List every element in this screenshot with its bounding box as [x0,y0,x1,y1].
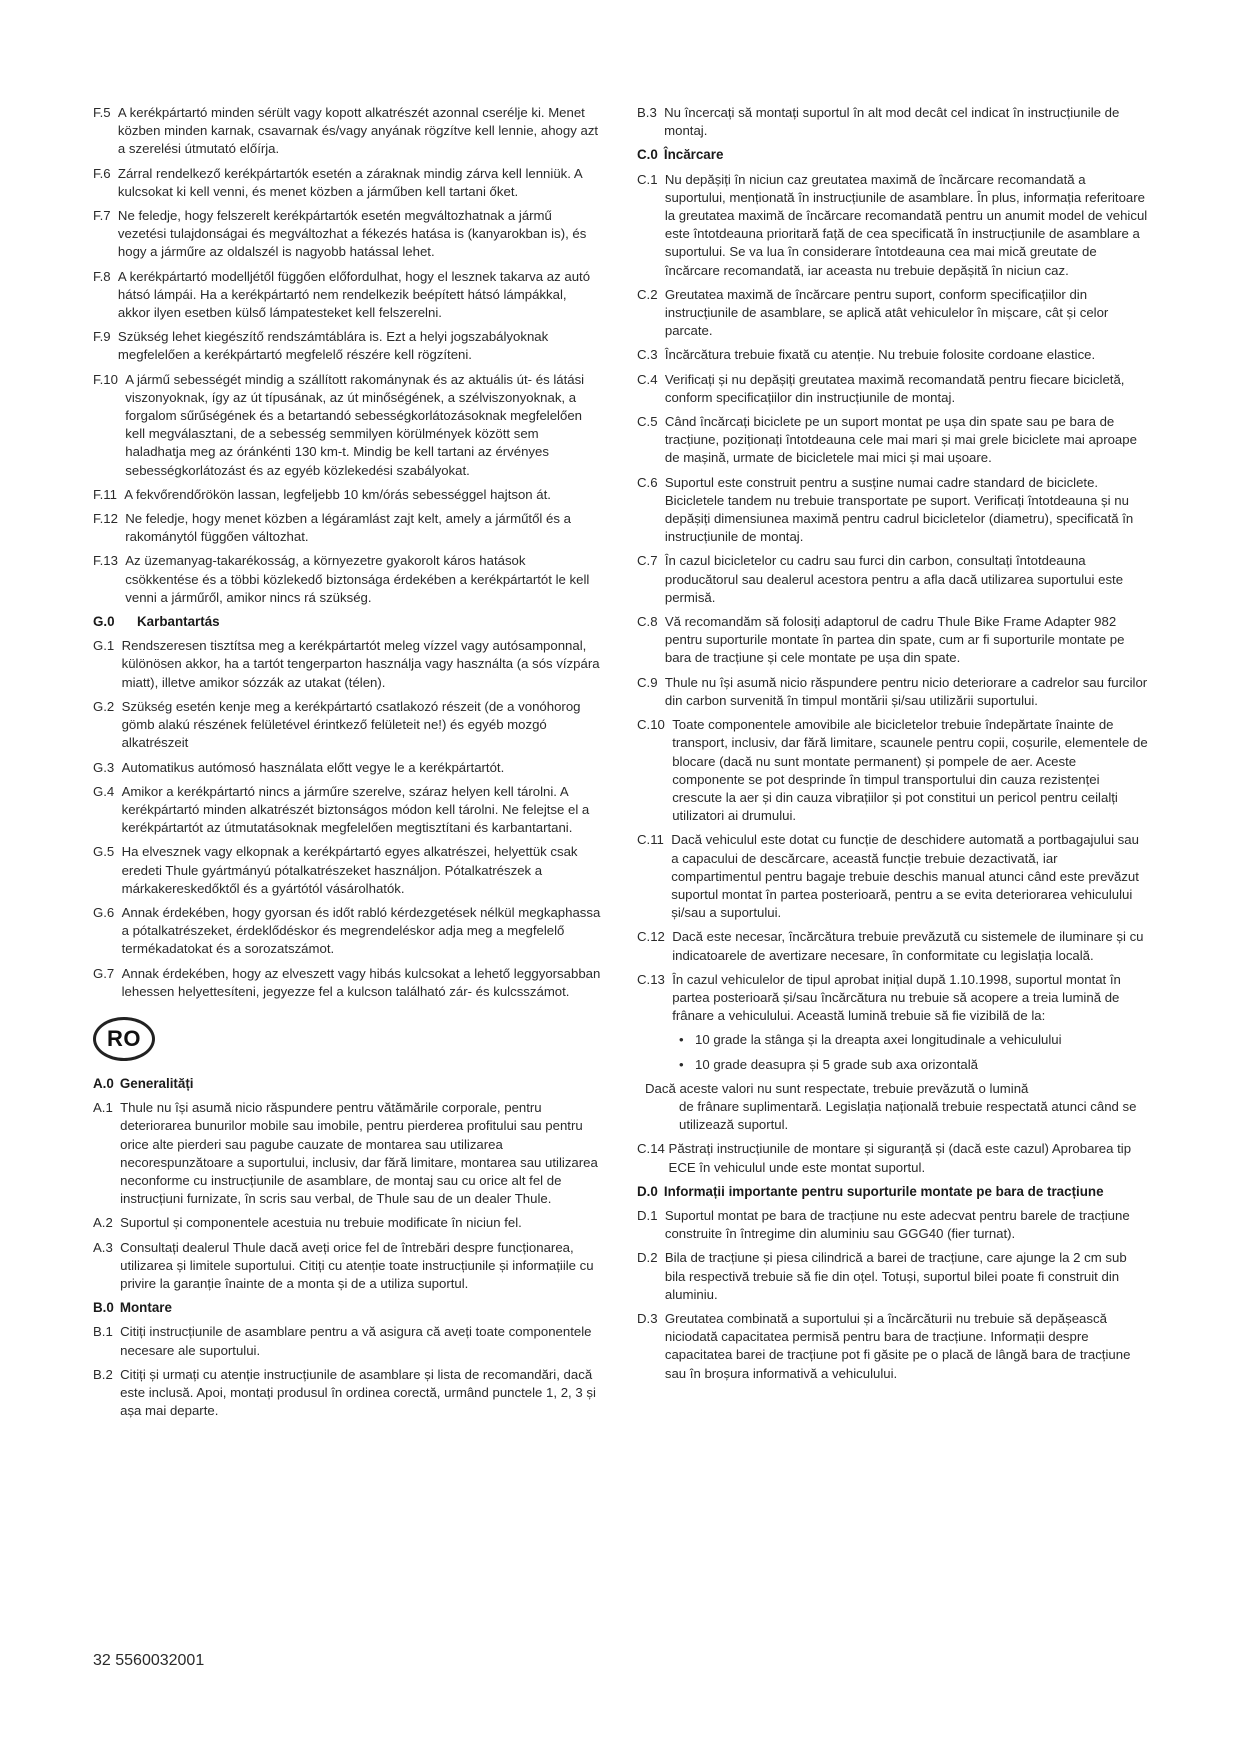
item-number: C.2 [637,286,658,302]
list-item-c5 [637,413,1149,468]
list-item-a2 [93,1214,601,1232]
list-item-g2 [93,698,601,753]
item-text: Annak érdekében, hogy gyorsan és időt rabló kérdezgetések nélkül megkaphassa a pótalkatrészeket, érdeklődéskor és megrendeléskor adja meg a megfelelő termékadatokat és a sorozatszámot. [121,904,601,957]
item-text: Rendszeresen tisztítsa meg a kerékpártartót meleg vízzel vagy autósamponnal, különösen akkor, ha a tartót tengerparton használja vagy használta (a sós vízpára miatt), illetve amikor sózzák az utakat (télen). [121,638,600,690]
item-number: A.2 [93,1215,113,1231]
item-number: F.5 [93,105,111,120]
item-number: C.7 [637,553,658,569]
item-text: Toate componentele amovibile ale bicicletelor trebuie îndepărtate înainte de transport, inclusiv, dar fără limitare, scaunele pentru copii, coșurile, elementele de blocare (dacă nu sunt montate permanent) și pompele de aer. Aceste componente se pot desprinde în timpul transportului din cauza rezistenței crescute la aer și din cauza vibrațiilor și pot constitui un pericol pentru ceilalți utilizatori ai drumului. [672,717,1148,824]
item-number: C.11 [637,832,664,848]
list-item-g6 [93,904,601,959]
item-number: F.13 [93,553,118,569]
item-text: Az üzemanyag-takarékosság, a környezetre gyakorolt káros hatások csökkentése és a többi közlekedő biztonsága érdekében a kerékpártartót le kell venni a járműről, amikor nincs rá szükség. [125,553,590,605]
list-item-g5 [93,843,601,898]
c13-bullet-list [637,1031,1149,1073]
item-text: A kerékpártartó minden sérült vagy kopott alkatrészét azonnal cserélje ki. Menet közben minden karnak, csavarnak és/vagy anyának rögzítve kell lennie, ahogy azt a szerelési útmutató előírja. [117,105,599,157]
item-text: Annak érdekében, hogy az elveszett vagy hibás kulcsokat a lehető leggyorsabban lehessen helyettesíteni, jegyezze fel a kulcson található zár- és kulcsszámot. [121,965,601,999]
item-number: F.10 [93,371,118,387]
list-item-g7 [93,965,601,1001]
item-number: G.3 [93,759,115,775]
item-text: În cazul vehiculelor de tipul aprobat inițial după 1.10.1998, suportul montat în partea posterioară și/sau încărcătura nu trebuie să acopere a treia lumină de frânare a vehiculului. Această lumină trebuie să fie vizibilă de la: [672,971,1121,1024]
section-f-list [93,104,601,607]
list-item-c8 [637,613,1149,668]
section-g-heading: G.0 Karbantartás [93,614,220,630]
item-number: F.9 [93,329,111,345]
item-text: Suportul și componentele acestuia nu trebuie modificate în niciun fel. [120,1215,522,1231]
list-item-c4 [637,371,1149,407]
item-text: Încărcătura trebuie fixată cu atenție. Nu trebuie folosite cordoane elastice. [664,347,1096,363]
section-g-list [93,637,601,1001]
list-item-d2 [637,1249,1149,1304]
right-column [637,104,1149,1389]
item-text: Greutatea maximă de încărcare pentru suport, conform specificațiilor din instrucțiunile de asamblare, se aplică atât vehiculelor în mișcare, cât și celor parcate. [664,286,1109,339]
item-number: G.1 [93,638,115,654]
item-number: F.8 [93,268,111,284]
language-badge-ro: RO [93,1017,155,1061]
item-text: Ne feledje, hogy felszerelt kerékpártartók esetén megváltozhatnak a jármű vezetési tulajdonságai és megváltozhat a fékezés hatása is (kanyarokban is), és hogy a járműre az oldalszél is nagyobb hatással lehet. [117,208,587,260]
list-item-c1 [637,171,1149,280]
section-d-list [637,1207,1149,1383]
item-number: C.6 [637,474,658,490]
item-text: Citiți instrucțiunile de asamblare pentru a vă asigura că aveți toate componentele necesare ale suportului. [120,1324,592,1358]
list-item-c7 [637,552,1149,607]
item-text: Thule nu își asumă nicio răspundere pentru nicio deteriorare a cadrelor sau furcilor din carbon survenită în timpul montării și/sau utilizării suportului. [664,674,1148,708]
bullet-item [679,1056,1149,1074]
list-item-b3 [637,104,1149,140]
item-text: Citiți și urmați cu atenție instrucțiunile de asamblare și lista de recomandări, dacă este inclusă. Apoi, montați produsul în ordinea corectă, urmând punctele 1, 2, 3 și așa mai departe. [120,1366,596,1419]
item-number: D.3 [637,1310,658,1326]
item-number: C.3 [637,347,658,363]
item-number: G.5 [93,844,115,860]
list-item-f13 [93,552,601,607]
list-item-b1 [93,1323,601,1359]
list-item-c6 [637,474,1149,547]
item-text: Ne feledje, hogy menet közben a légáramlást zajt kelt, amely a járműtől és a rakománytól függően változhat. [125,511,571,545]
page-footer: 32 5560032001 [93,1652,205,1669]
item-number: B.1 [93,1324,113,1340]
list-item-g1 [93,637,601,692]
item-number: C.12 [637,929,665,945]
item-text: A jármű sebességét mindig a szállított rakománynak és az aktuális út- és látási viszonyoknak, így az út típusának, az út minőségének, a szélviszonyoknak, a forgalom sűrűségének és a betartandó sebességkorlátozásoknak megfelelően kell megválasztani, de a sebesség semmilyen körülmények között sem haladhatja meg az óránkénti 130 km-t. Mindig be kell tartani az érvényes sebességkorlátozást és az egyéb közlekedési szabályokat. [125,371,585,478]
bullet-item [679,1031,1149,1049]
list-item-c9 [637,674,1149,710]
list-item-c11 [637,831,1149,922]
list-item-g3 [93,759,601,777]
item-number: G.4 [93,783,115,799]
item-number: B.2 [93,1366,113,1382]
item-number: C.10 [637,717,665,733]
item-number: G.6 [93,904,115,920]
bullet-dot-icon: • [679,1032,684,1048]
list-item-f12 [93,510,601,546]
list-item-c13 [637,971,1149,1026]
bullet-text: 10 grade deasupra și 5 grade sub axa orizontală [695,1056,978,1072]
item-number: C.9 [637,674,658,690]
item-text: Amikor a kerékpártartó nincs a járműre szerelve, száraz helyen kell tárolni. A kerékpártartó minden alkatrészét biztonságos módon kell tárolni. Ne felejtse el a kerékpártartót az útmutatásoknak megfelelően megtisztítani és karbantartani. [121,783,590,836]
item-text: Nu încercați să montați suportul în alt mod decât cel indicat în instrucțiunile de montaj. [664,105,1120,139]
c13-note: Dacă aceste valori nu sunt respectate, trebuie prevăzută o lumină de frânare suplimentară. Legislația națională trebuie respectată atunci când se utilizează suportul. [645,1080,1137,1133]
item-text: Consultați dealerul Thule dacă aveți orice fel de întrebări despre funcționarea, utilizarea și limitele suportului. Citiți cu atenție toate instrucțiunile și informațiile cu privire la garanție înainte de a monta și de a utiliza suportul. [120,1239,594,1291]
item-number: B.3 [637,105,657,120]
item-text: Vă recomandăm să folosiți adaptorul de cadru Thule Bike Frame Adapter 982 pentru suporturile montate în partea din spate, cum ar fi suporturile montate pe bara de tracțiune și cele montate pe ușa din spate. [664,614,1125,666]
list-item-f5 [93,104,601,159]
item-number: F.11 [93,486,117,502]
item-text: Dacă este necesar, încărcătura trebuie prevăzută cu sistemele de iluminare și cu indicatoarele de avertizare necesare, în conformitate cu legislația locală. [672,929,1144,963]
item-number: D.1 [637,1207,658,1223]
item-number: A.3 [93,1239,113,1255]
item-number: C.1 [637,171,658,187]
item-text: Automatikus autómosó használata előtt vegye le a kerékpártartót. [121,759,505,775]
list-item-f8 [93,268,601,323]
list-item-a3 [93,1239,601,1294]
list-item-c3 [637,346,1149,364]
list-item-c2 [637,286,1149,341]
item-text: Ha elvesznek vagy elkopnak a kerékpártartó egyes alkatrészei, helyettük csak eredeti Thule gyártmányú pótalkatrészeket használjon. Pótalkatrészek a márkakereskedőktől és a gyártótól vásárolhatók. [121,844,578,896]
item-text: În cazul bicicletelor cu cadru sau furci din carbon, consultați întotdeauna producătorul sau dealerul acestora pentru a afla dacă utilizarea suportului este permisă. [664,553,1124,605]
section-b-list [93,1323,601,1420]
item-number: F.7 [93,208,111,224]
list-item-c10 [637,716,1149,825]
item-text: Szükség lehet kiegészítő rendszámtáblára is. Ezt a helyi jogszabályoknak megfelelően a kerékpártartó megfelelő részére kell rögzíteni. [117,329,549,363]
item-number: G.2 [93,698,115,714]
item-number: D.2 [637,1250,658,1266]
item-number: F.12 [93,511,118,527]
list-item-f10 [93,371,601,480]
item-text: Suportul montat pe bara de tracțiune nu este adecvat pentru barele de tracțiune construite în întregime din aluminiu sau GGG40 (fier turnat). [664,1207,1130,1242]
item-text: Suportul este construit pentru a susține numai cadre standard de biciclete. Bicicletele tandem nu trebuie transportate pe suport. Verificați întotdeauna și nu depășiți dimensiunea maximă pentru cadrul bicicletelor (diametru), specificată în instrucțiunile de montaj. [664,474,1134,545]
item-number: G.7 [93,965,115,981]
section-c-heading: C.0 Încărcare [637,147,724,163]
item-text: Greutatea combinată a suportului și a încărcăturii nu trebuie să depășească niciodată capacitatea permisă pentru bara de tracțiune. Informații despre capacitatea barei de tracțiune pot fi găsite pe o placă de lângă bara de tracțiune sau în broșura informativă a vehiculului. [664,1310,1131,1381]
section-b-heading: B.0 Montare [93,1300,172,1316]
item-text: A fekvőrendőrökön lassan, legfeljebb 10 km/órás sebességgel hajtson át. [124,486,551,502]
section-b-continued-list [637,104,1149,140]
item-text: Thule nu își asumă nicio răspundere pentru vătămările corporale, pentru deteriorarea bunurilor mobile sau imobile, pentru pierderea profitului sau pentru orice alte pierderi sau pagube cauzate de montarea sau utilizarea necorespunzătoare a suportului, inclusiv, dar fără limitare, montarea sau utilizarea neconforme cu instrucțiunile de asamblare, de montaj sau cu orice alt fel de instrucțiuni furnizate, în scris sau verbal, de Thule sau de un dealer Thule. [120,1100,598,1207]
item-text: Bila de tracțiune și piesa cilindrică a barei de tracțiune, care ajunge la 2 cm sub bila respectivă trebuie să fie din oțel. Totuși, suportul bilei poate fi construit din aluminiu. [664,1250,1127,1302]
list-item-d1 [637,1207,1149,1243]
item-text: A kerékpártartó modelljétől függően előfordulhat, hogy el lesznek takarva az autó hátsó lámpái. Ha a kerékpártartó nem rendelkezik beépített hátsó lámpákkal, akkor ilyen esetben külső lámpatesteket kell felszerelni. [117,268,591,321]
item-text: Zárral rendelkező kerékpártartók esetén a záraknak mindig zárva kell lenniük. A kulcsokat ki kell venni, és menet közben a járműben kell tartani őket. [117,165,582,199]
list-item-c14: C.14 Păstrați instrucțiunile de montare și siguranță și (dacă este cazul) Aprobarea tip ECE în vehiculul unde este montat suportul. [637,1141,1132,1175]
item-number: A.1 [93,1100,113,1116]
left-column [93,104,601,1426]
item-text: Verificați și nu depășiți greutatea maximă recomandată pentru fiecare bicicletă, conform specificațiilor din instrucțiunile de montaj. [664,371,1125,405]
item-text: Szükség esetén kenje meg a kerékpártartó csatlakozó részeit (de a vonóhorog gömb alakú részének felületével érintkező felületeit ne!) és egyéb mozgó alkatrészeit [121,698,581,751]
list-item-b2 [93,1366,601,1421]
item-text: Nu depășiți în niciun caz greutatea maximă de încărcare recomandată a suportului, menționată în instrucțiunile de asamblare. În plus, informația referitoare la greutatea maximă de încărcare recomandată pentru un anumit model de vehicul este întotdeauna prioritară față de cea specificată în instrucțiunile de asamblare a suportului. Se va lua în considerare întotdeauna cea mai mică greutate de încărcare recomandată, iar aceasta nu trebuie depășită în niciun caz. [664,171,1148,278]
item-number: C.8 [637,614,658,630]
item-number: C.13 [637,971,665,987]
item-text: Dacă vehiculul este dotat cu funcție de deschidere automată a portbagajului sau a capacului de descărcare, această funcție trebuie dezactivată, iar compartimentul pentru bagaje trebuie deschis manual atunci când este prevăzut suportul montat în partea posterioară, pentru a se evita deteriorarea vehiculului și/sau a suportului. [671,832,1139,921]
list-item-a1 [93,1099,601,1208]
list-item-f11 [93,486,601,504]
section-a-heading: A.0 Generalități [93,1075,194,1091]
section-d-heading: D.0 Informații importante pentru suporturile montate pe bara de tracțiune [637,1183,1104,1199]
bullet-dot-icon: • [679,1056,684,1072]
item-number: F.6 [93,165,111,181]
list-item-f7 [93,207,601,262]
list-item-f9 [93,328,601,364]
list-item-g4 [93,783,601,838]
item-text: Când încărcați biciclete pe un suport montat pe ușa din spate sau pe bara de tracțiune, poziționați întotdeauna cele mai mari și mai grele biciclete mai aproape de mașină, urmate de bicicletele mai mici și mai ușoare. [664,414,1137,466]
list-item-d3 [637,1310,1149,1383]
bullet-text: 10 grade la stânga și la dreapta axei longitudinale a vehiculului [695,1032,1062,1048]
list-item-c12 [637,928,1149,964]
item-number: C.4 [637,371,658,387]
section-a-list [93,1099,601,1293]
item-number: C.5 [637,414,658,430]
section-c-list [637,171,1149,1026]
list-item-f6 [93,165,601,201]
